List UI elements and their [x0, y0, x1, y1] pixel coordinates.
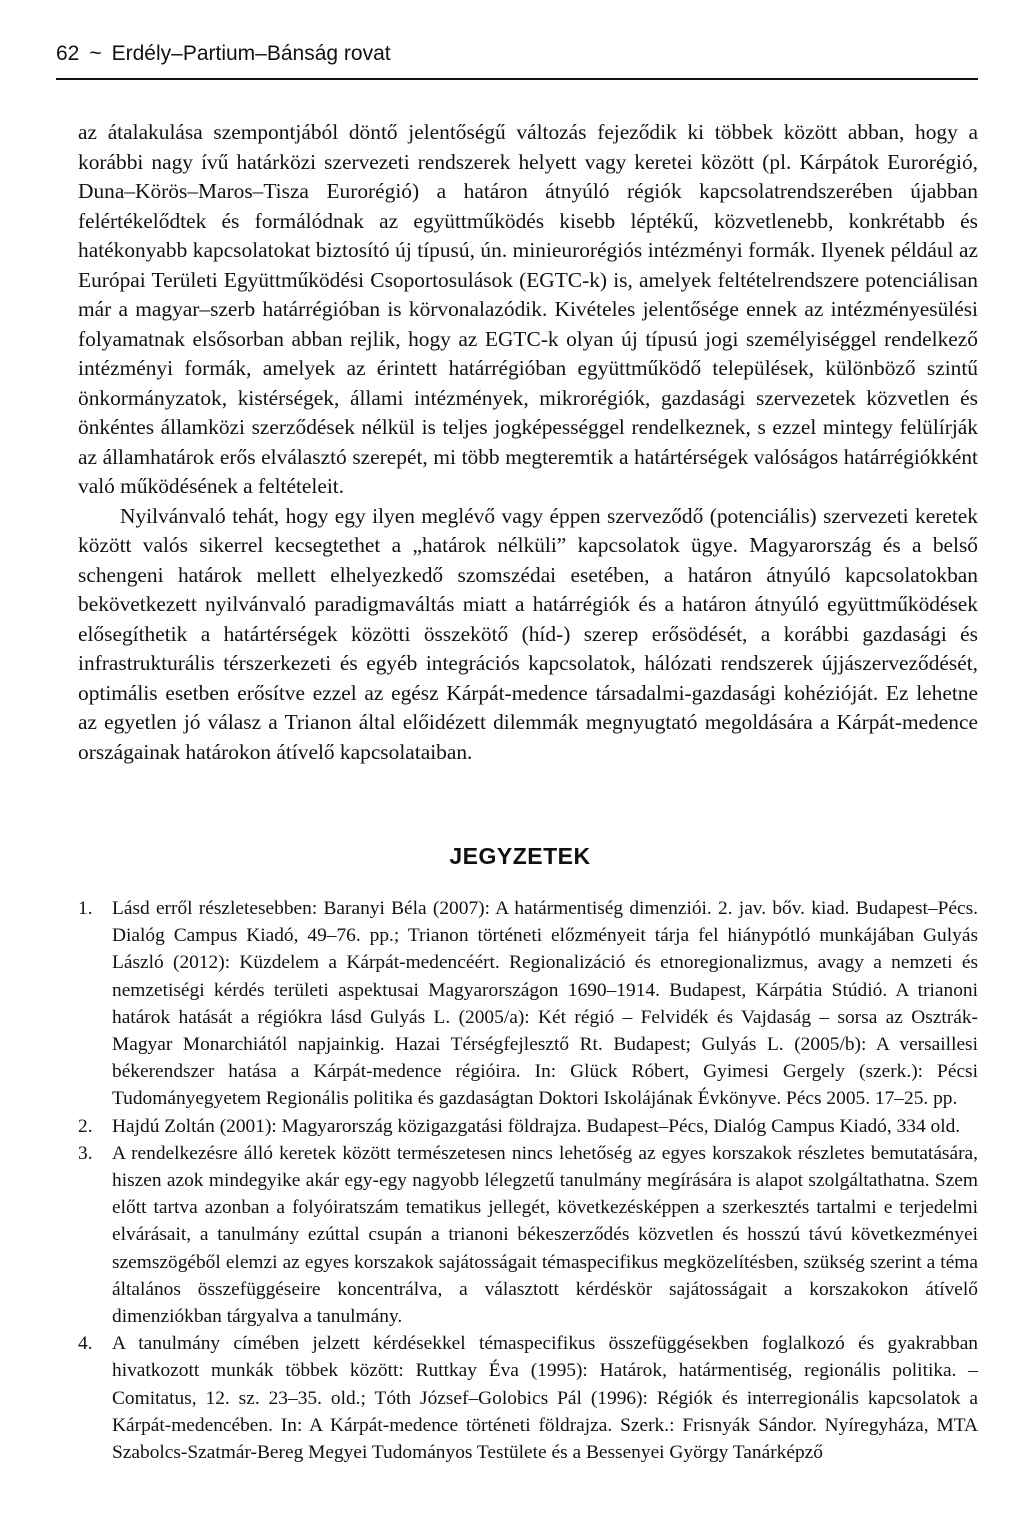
note-text: A tanulmány címében jelzett kérdésekkel témaspecifikus összefüggésekben foglalkozó és gyakrabban hivatkozott munkák többek között: Ruttkay Éva (1995): Határok, határmentiség, regionális politika. – Comitatus, 12. sz. 23–35. old.; Tóth József–Golobics Pál (1996): Régiók és interregionális kapcsolatok a Kárpát-medencében. In: A Kárpát-medence történeti földrajza. Szerk.: Frisnyák Sándor. Nyíregyháza, MTA Szabolcs-Szatmár-Bereg Megyei Tudományos Testülete és a Bessenyei György Tanárképző — [112, 1333, 978, 1464]
note-number: 4. — [78, 1333, 93, 1355]
section-title: Erdély–Partium–Bánság rovat — [111, 42, 391, 65]
running-header — [56, 42, 976, 66]
main-text — [78, 118, 978, 767]
note-number: 1. — [78, 898, 93, 919]
note-text: A rendelkezésre álló keretek között természetesen nincs lehetőség az egyes korszakok részletes bemutatására, hiszen azok mindegyike akár egy-egy nagyobb lélegzetű tanulmány megírására is alapot szolgáltathatna. Szem előtt tartva azonban a folyóiratszám tematikus jellegét, következésképpen a szerkesztés tartalmi e terjedelmi elvárásait, a tanulmány ezúttal csupán a trianoni békeszerződés közvetlen és hosszú távú következményei szemszögéből elemzi az egyes korszakok sajátosságait témaspecifikus megközelítésben, szükség szerint a téma általános összefüggéseire koncentrálva, a választott kérdéskör sajátosságait a korszakokon átívelő dimenziókban tárgyalva a tanulmány. — [112, 1142, 978, 1328]
note-text: Lásd erről részletesebben: Baranyi Béla (2007): A határmentiség dimenziói. 2. jav. bőv. kiad. Budapest–Pécs. Dialóg Campus Kiadó, 49–76. pp.; Trianon történeti előzményeit tárja fel hiánypótló munkájában Gulyás László (2012): Küzdelem a Kárpát-medencéért. Regionalizáció és etnoregionalizmus, avagy a nemzeti és nemzetiségi kérdés területi aspektusai Magyarországon 1690–1914. Budapest, Kárpátia Stúdió. A trianoni határok hatását a régiókra lásd Gulyás L. (2005/a): Két régió – Felvidék és Vajdaság – sorsa az Osztrák-Magyar Monarchiától napjainkig. Hazai Térségfejlesztő Rt. Budapest; Gulyás L. (2005/b): A versaillesi békerendszer hatása a Kárpát-medence régióira. In: Glück Róbert, Gyimesi Gergely (szerk.): Pécsi Tudományegyetem Regionális politika és gazdaságtan Doktori Iskolájának Évkönyve. Pécs 2005. 17–25. pp. — [112, 898, 978, 1110]
note-item — [78, 1140, 978, 1330]
notes-heading: JEGYZETEK — [449, 843, 591, 869]
note-item — [78, 895, 978, 1113]
page-number: 62 — [56, 42, 80, 65]
body-paragraph: Nyilvánvaló tehát, hogy egy ilyen meglévő vagy éppen szerveződő (potenciális) szervezeti keretek között valós sikerrel kecsegtethet a „határok nélküli” kapcsolatok ügye. Magyarország és a belső schengeni határok mellett elhelyezkedő szomszédai esetében, a határon átnyúló kapcsolatokban bekövetkezett nyilvánvaló paradigmaváltás miatt a határrégiók és a határon átnyúló együttműködések elősegíthetik a határtérségek közötti összekötő (híd-) szerep erősödését, a korábbi gazdasági és infrastrukturális térszerkezeti és egyéb integrációs kapcsolatok, hálózati rendszerek újjászerveződését, optimális esetben erősítve ezzel az egész Kárpát-medence társadalmi-gazdasági kohézióját. Ez lehetne az egyetlen jó válasz a Trianon által előidézett dilemmák megnyugtató megoldására a Kárpát-medence országainak határokon átívelő kapcsolataiban. — [78, 503, 978, 764]
note-number: 2. — [78, 1115, 93, 1137]
header-rule — [56, 78, 978, 80]
note-number: 3. — [78, 1142, 93, 1164]
note-text: Hajdú Zoltán (2001): Magyarország közigazgatási földrajza. Budapest–Pécs, Dialóg Campus Kiadó, 334 old. — [112, 1115, 961, 1137]
header-separator: ~ — [89, 42, 102, 65]
body-paragraph: az átalakulása szempontjából döntő jelentőségű változás fejeződik ki többek között abban, hogy a korábbi nagy ívű határközi szervezeti rendszerek helyett vagy keretei között (pl. Kárpátok Eurorégió, Duna–Körös–Maros–Tisza Eurorégió) a határon átnyúló régiók kapcsolatrendszerében újabban felértékelődtek és formálódnak az együttműködés kisebb léptékű, közvetlenebb, konkrétabb és hatékonyabb kapcsolatokat biztosító új típusú, ún. minieurorégiós intézményi formák. Ilyenek például az Európai Területi Együttműködési Csoportosulások (EGTC-k) is, amelyek feltételrendszere potenciálisan már a magyar–szerb határrégióban is körvonalazódik. Kivételes jelentősége ennek az intézményesülési folyamatnak elsősorban abban rejlik, hogy az EGTC-k olyan új típusú jogi személyiséggel rendelkező intézményi formák, amelyek az érintett határrégióban együttműködő települések, különböző szintű önkormányzatok, kistérségek, állami intézmények, mikrorégiók, gazdasági szervezetek közvetlen és önkéntes államközi szerződések nélkül is teljes jogképességgel rendelkeznek, s ezzel mintegy felülírják az államhatárok erős elválasztó szerepét, mi több megteremtik a határtérségek valóságos határrégiókként való működésének a feltételeit. — [78, 120, 978, 498]
note-item — [78, 1113, 978, 1140]
notes-list — [78, 895, 978, 1466]
note-item — [78, 1330, 978, 1466]
